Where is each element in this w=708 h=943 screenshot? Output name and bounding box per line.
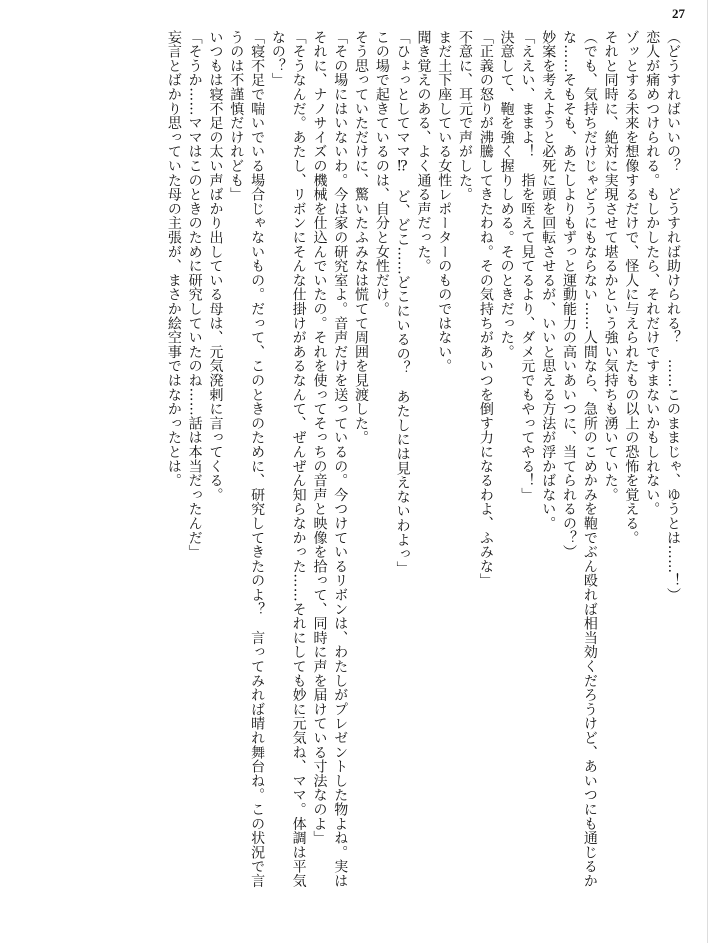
text-line: 「ええい、ままよ！ 指を咥えて見てるより、ダメ元でもやってやる！」: [519, 30, 536, 502]
text-line: そう思っていただけに、驚いたふみなは慌てて周囲を見渡した。: [353, 30, 370, 445]
text-line: この場で起きているのは、自分と女性だけ。: [373, 30, 390, 316]
text-line: 妄言とばかり思っていた母の主張が、まさか絵空事ではなかったとは。: [165, 30, 182, 488]
text-line: 聞き覚えのある、よく通る声だった。: [415, 30, 432, 274]
text-line: 「ひょっとしてママ⁉ ど、どこ……どこにいるの？ あたしには見えないわよっ」: [394, 30, 411, 576]
text-line: 「その場にはいないわ。今は家の研究室よ。音声だけを送っているの。今つけているリボンは、わたしがプレゼントした物よね。実は: [332, 30, 349, 888]
body-text: [13, 30, 683, 930]
text-line: 不意に、耳元で声がした。: [457, 30, 474, 202]
text-line: な……そもそも、あたしよりもずっと運動能力の高いあいつに、当てられるの？）: [561, 30, 578, 560]
text-line: （どうすればいいの？ どうすれば助けられる？ ……このままじゃ、ゆうとは……！）: [665, 30, 681, 602]
text-line: まだ土下座している女性レポーターのものではない。: [436, 30, 453, 374]
text-line: うのは不謹慎だけれども」: [228, 30, 245, 202]
text-line: なの？」: [269, 30, 286, 88]
text-line: 妙案を考えようと必死に頭を回転させるが、いいと思える方法が浮かばない。: [540, 30, 557, 531]
page-number: 27: [672, 6, 685, 21]
text-line: 「正義の怒りが沸騰してきたわね。その気持ちがあいつを倒す力になるわよ、ふみな」: [477, 30, 494, 588]
text-line: 「そうか……ママはこのときのために研究していたのね……話は本当だったんだ」: [186, 30, 203, 560]
text-line: 決意して、鞄を強く握りしめる。そのときだった。: [498, 30, 515, 359]
text-line: 「そうなんだ。あたし、リボンにそんな仕掛けがあるなんて、ぜんぜん知らなかった……それにしても妙に元気ね、ママ。体調は平気: [290, 30, 307, 888]
text-line: ゾッとする未来を想像するだけで、怪人に与えられたもの以上の恐怖を覚える。: [623, 30, 640, 545]
text-line: それと同時に、絶対に実現させて堪るかという強い気持ちも湧いていた。: [602, 30, 619, 502]
text-line: 恋人が痛めつけられる。もしかしたら、それだけですまないかもしれない。: [644, 30, 661, 517]
text-line: それに、ナノサイズの機械を仕込んでいたの。それを使ってそっちの音声と映像を拾って、同時に声を届けている寸法なのよ」: [311, 30, 328, 846]
text-line: （でも、気持ちだけじゃどうにもならない……人間なら、急所のこめかみを鞄でぶん殴れば相当効くだろうけど、あいつにも通じるか: [581, 30, 598, 888]
text-line: 「寝不足で喘いでいる場合じゃないもの。だって、このときのために、研究してきたのよ？ 言ってみれば晴れ舞台ね。この状況で言: [249, 30, 266, 888]
text-line: いつもは寝不足の太い声ばかり出している母は、元気溌剌に言ってくる。: [207, 30, 224, 502]
